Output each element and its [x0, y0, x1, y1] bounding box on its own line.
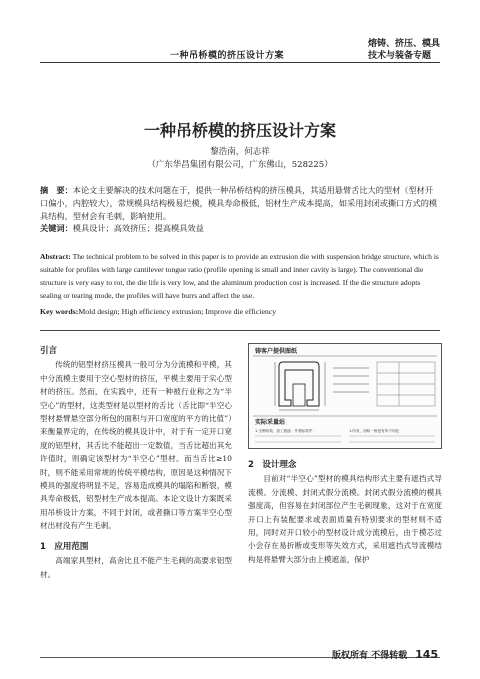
intro-paragraph: 传统的铝型材挤压模具一般可分为分流模和平模，其中分流模主要用于空心型材的挤压，平模主要用于实心型材的挤压。然而，在实践中，还有一种被行业称之为“半空心”的型材，这类型材是以型材的舌比（舌比即“半空心型材悬臂悬空部分所包的面积与开口宽度的平方的比值”）来衡量界定的，在传统的模具设计中，对于有一定开口宽度的铝型材，其舌比不能超出一定数值，当舌比超出其允许值时，则确定该型材为“半空心”型材。而当舌比≥10时，则不能采用常规的传统平模结构，原因是这种情况下模具的强度将明显不足，容易造成模具的塌陷和断裂，模具寿命极低，铝型材生产成本提高。本论文设计方案既采用吊桥设计方案，不同于封闭，或者撕口等方案半空心型材出材没有产生毛刺。	[40, 360, 232, 531]
die-drawing-figure	[248, 343, 442, 449]
journal-column-line2: 技术与装备专题	[368, 51, 432, 61]
die-drawing	[249, 344, 441, 448]
drawing-table	[377, 362, 435, 406]
dimension-lines	[275, 362, 369, 410]
keywords-zh	[40, 223, 440, 234]
section-rule	[40, 330, 440, 331]
abstract-en	[40, 250, 440, 302]
section2-heading: 2 设计理念	[248, 460, 297, 470]
abstract-en-text: The technical problem to be solved in this paper is to provide an extrusion die with suspension bridge structure, which is suitable for profiles with large cantilever tongue ratio (profile opening is small and inner cavity is large). The conventional die structure is very easy to rot, the die life is very low, and the aluminum production cost is increased. If the die structure adopts sealing or tearing mode, the profiles will have burrs and affect the use.	[40, 252, 439, 300]
abstract-zh-text: 本论文主要解决的技术问题在于，提供一种吊桥结构的挤压模具，其适用悬臂舌比大的型材（型材开口偏小，内腔较大），常规模具结构极易烂模，模具寿命极低，铝材生产成本提高，如采用封闭或撕口方式的模具结构，型材会有毛刺，影响使用。	[40, 185, 438, 221]
keywords-zh-label: 关键词：	[40, 223, 73, 233]
article-authors: 黎浩南，何志祥	[210, 147, 270, 157]
figure-top-label: 铸客户提供图纸	[255, 348, 298, 355]
figure-note-left: 1.全钢结构，加工数值：外观标准件：	[255, 429, 316, 433]
page-footer	[332, 648, 438, 661]
abstract-zh-label: 摘 要：	[40, 185, 73, 195]
section2-paragraph: 目前对“半空心”型材的模具结构形式主要有遮挡式导流模、分流模、封闭式假分流模。封闭式假分流模的模具强度高，但容易在封闭部位产生毛刺现象，这对于在宽度开口上有装配要求或表面质量有特别要求的型材则不适用，同时对开口较小的型材设计成分流模后，由于模芯过小会存在易折断或变形等失效方式，采用遮挡式导流模结构是将悬臂大部分由上模遮盖，保护	[248, 474, 442, 564]
section1-heading: 1 应用范围	[40, 541, 89, 552]
keywords-en	[40, 307, 440, 316]
abstract-zh	[40, 184, 440, 223]
footer-slogan: 版权所有 不得转载	[332, 651, 408, 661]
intro-heading: 引言	[40, 346, 58, 356]
right-column	[248, 459, 442, 566]
figure-note-right: 1.所有，面积一般是有所不同处：	[349, 429, 403, 433]
journal-column	[368, 38, 440, 62]
header-rule	[40, 62, 440, 63]
running-title: 一种吊桥模的挤压设计方案	[170, 51, 285, 61]
keywords-zh-text: 模具设计；高效挤压；提高模具效益	[72, 223, 204, 233]
abstract-en-label: Abstract:	[40, 252, 71, 261]
keywords-en-text: Mold design; High efficiency extrusion; Improve die efficiency	[78, 307, 277, 316]
page-number: 145	[415, 648, 439, 661]
keywords-en-label: Key words:	[40, 307, 79, 316]
section1-paragraph: 高端家具型材，高舍比且不能产生毛刺的高要求铝型材。	[40, 556, 232, 579]
figure-bottom-label: 实际采量站	[255, 419, 286, 426]
article-affiliation: （广东华昌集团有限公司，广东佛山，528225）	[147, 160, 333, 170]
left-column	[40, 345, 232, 581]
notes-rules	[255, 436, 435, 442]
journal-column-line1: 熔铸、挤压、模具	[368, 39, 441, 49]
profile-cross-section	[279, 362, 319, 406]
article-title: 一种吊桥模的挤压设计方案	[143, 121, 336, 140]
